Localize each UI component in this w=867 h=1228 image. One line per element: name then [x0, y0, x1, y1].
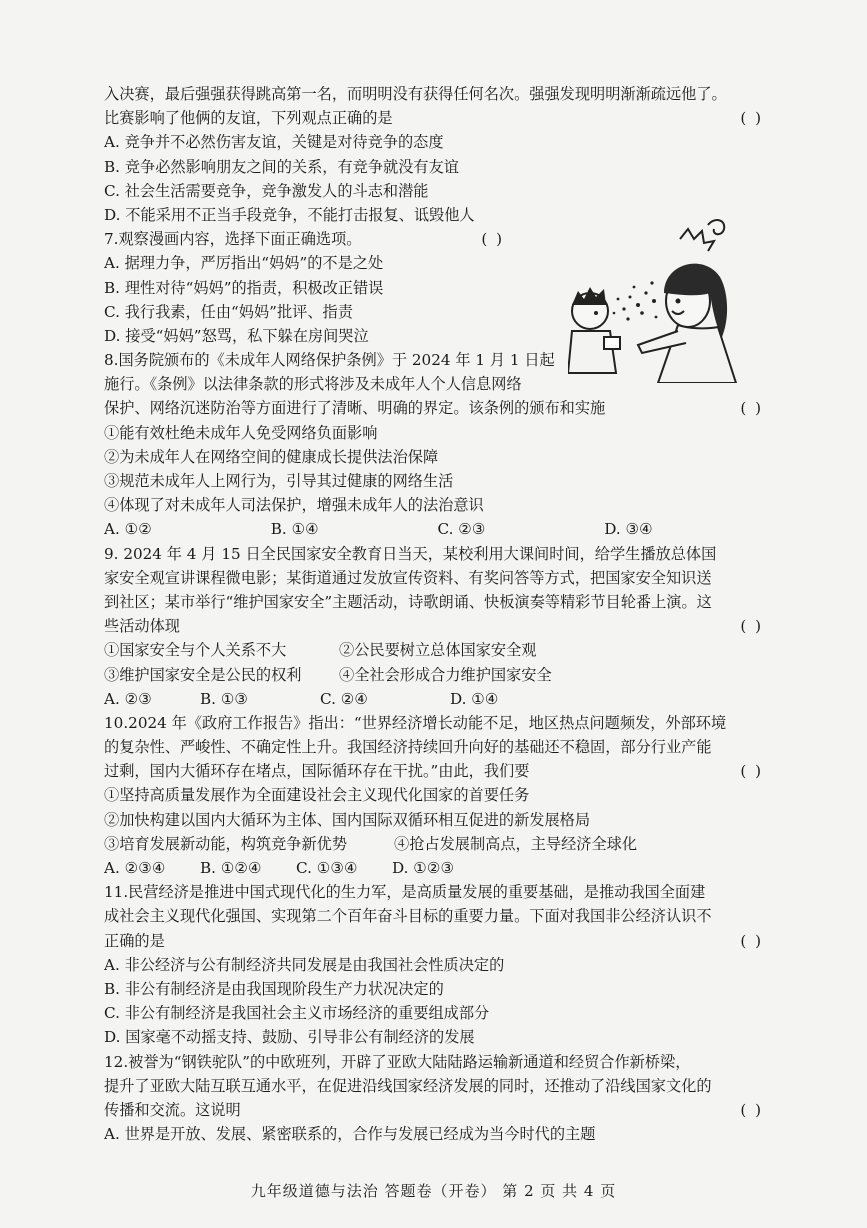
statements-row — [104, 638, 771, 662]
answer-bracket: ( ) — [481, 230, 504, 249]
answer-bracket: ( ) — [740, 1100, 763, 1119]
question-10-line: 10.2024 年《政府工作报告》指出：“世界经济增长动能不足，地区热点问题频发，外部环境 — [104, 713, 727, 732]
question-9-line: 到社区；某市举行“维护国家安全”主题活动，诗歌朗诵、快板演奏等精彩节目轮番上演。这 — [104, 592, 712, 611]
options-row — [104, 856, 771, 880]
option-b: B. ①②④ — [200, 859, 262, 877]
option-b: B. ①③ — [200, 689, 249, 708]
statement-4: ④抢占发展制高点，主导经济全球化 — [394, 834, 637, 853]
option-c: C. ①③④ — [296, 859, 358, 877]
options-row — [104, 687, 771, 711]
child-book-icon — [604, 337, 620, 349]
question-6-line: 入决赛，最后强强获得跳高第一名，而明明没有获得任何名次。强强发现明明渐渐疏远他了。 — [104, 85, 727, 103]
option-b: B. ①④ — [270, 520, 319, 539]
question-8-stem-end: 保护、网络沉迷防治等方面进行了清晰、明确的界定。该条例的颁布和实施 — [104, 399, 606, 418]
option-b: B. 非公有制经济是由我国现阶段生产力状况决定的 — [104, 979, 444, 998]
statement-3: ③规范未成年人上网行为，引导其过健康的网络生活 — [104, 472, 454, 490]
statement-1: ①坚持高质量发展作为全面建设社会主义现代化国家的首要任务 — [104, 786, 530, 805]
question-10-line — [104, 759, 771, 783]
mother-eye — [676, 299, 681, 304]
question-12-stem-end: 传播和交流。这说明 — [104, 1100, 241, 1119]
answer-bracket: ( ) — [740, 762, 763, 781]
statement-2: ②公民要树立总体国家安全观 — [339, 641, 537, 660]
cartoon-mother-scolding-child — [568, 213, 768, 383]
statement-1: ①能有效杜绝未成年人免受网络负面影响 — [104, 423, 378, 442]
child-eye — [594, 311, 598, 315]
option-d: D. ①④ — [450, 689, 499, 708]
question-6-stem-end: 比赛影响了他俩的友谊，下列观点正确的是 — [104, 109, 393, 128]
question-10-line: 的复杂性、严峻性、不确定性上升。我国经济持续回升向好的基础还不稳固，部分行业产能 — [104, 738, 712, 757]
question-9 — [104, 542, 771, 711]
question-6 — [104, 82, 771, 227]
answer-bracket: ( ) — [740, 109, 763, 128]
option-c: C. 社会生活需要竞争，竞争激发人的斗志和潜能 — [104, 181, 429, 200]
page-footer: 九年级道德与法治 答题卷（开卷） 第 2 页 共 4 页 — [250, 1182, 617, 1200]
question-11-line: 成社会主义现代化强国、实现第二个百年奋斗目标的重要力量。下面对我国非公经济认识不 — [104, 907, 712, 926]
question-9-stem-end: 些活动体现 — [104, 617, 180, 636]
option-b: B. 竞争必然影响朋友之间的关系，有竞争就没有友谊 — [104, 157, 459, 176]
option-a: A. 非公经济与公有制经济共同发展是由我国社会性质决定的 — [104, 955, 505, 974]
statement-2: ②加快构建以国内大循环为主体、国内国际双循环相互促进的新发展格局 — [104, 810, 590, 829]
option-d: D. 接受“妈妈”怒骂，私下躲在房间哭泣 — [104, 326, 369, 345]
question-6-line — [104, 106, 771, 130]
option-a: A. ①② — [104, 520, 152, 539]
statement-4: ④全社会形成合力维护国家安全 — [339, 665, 552, 684]
option-a: A. 据理力争，严厉指出“妈妈”的不是之处 — [104, 254, 384, 273]
question-11-line — [104, 929, 771, 953]
statement-4: ④体现了对未成年人司法保护，增强未成年人的法治意识 — [104, 496, 484, 515]
question-12-line: 12.被誉为“钢铁驼队”的中欧班列，开辟了亚欧大陆陆路运输新通道和经贸合作新桥梁， — [104, 1052, 691, 1071]
statement-3: ③维护国家安全是公民的权利 — [104, 665, 302, 684]
question-11 — [104, 880, 771, 1049]
question-7-stem-text: 7.观察漫画内容，选择下面正确选项。 — [104, 230, 362, 249]
statement-3: ③培育发展新动能，构筑竞争新优势 — [104, 834, 347, 853]
question-8-line — [104, 396, 771, 420]
option-b: B. 理性对待“妈妈”的指责，积极改正错误 — [104, 278, 384, 297]
question-9-line — [104, 614, 771, 638]
statements-row — [104, 663, 771, 687]
answer-bracket: ( ) — [740, 399, 763, 418]
option-d: D. 国家毫不动摇支持、鼓励、引导非公有制经济的发展 — [104, 1028, 475, 1047]
option-a: A. 竞争并不必然伤害友谊，关键是对待竞争的态度 — [104, 133, 444, 152]
question-9-line: 9. 2024 年 4 月 15 日全民国家安全教育日当天，某校利用大课间时间，给学生播放总体国 — [104, 544, 717, 563]
option-d: D. ①②③ — [392, 859, 455, 877]
statements-row — [104, 832, 771, 856]
option-c: C. ②④ — [320, 689, 368, 708]
question-11-line: 11.民营经济是推进中国式现代化的生力军，是高质量发展的重要基础，是推动我国全面建 — [104, 883, 706, 902]
option-c: C. ②③ — [437, 520, 486, 539]
answer-bracket: ( ) — [740, 931, 763, 950]
statement-1: ①国家安全与个人关系不大 — [104, 641, 287, 660]
question-9-line: 家安全观宣讲课程微电影；某街道通过发放宣传资料、有奖问答等方式，把国家安全知识送 — [104, 568, 712, 587]
option-d: D. ③④ — [604, 520, 653, 539]
question-8-line: 施行。《条例》以法律条款的形式将涉及未成年人个人信息网络 — [104, 375, 522, 394]
answer-bracket: ( ) — [740, 617, 763, 636]
question-8-line: 8.国务院颁布的《未成年人网络保护条例》于 2024 年 1 月 1 日起 — [104, 351, 555, 370]
option-c: C. 我行我素，任由“妈妈”批评、指责 — [104, 302, 353, 321]
question-10-stem-end: 过剩，国内大循环存在堵点，国际循环存在干扰。”由此，我们要 — [104, 762, 530, 781]
question-11-stem-end: 正确的是 — [104, 931, 165, 950]
question-12 — [104, 1050, 771, 1147]
question-7-stem — [104, 227, 564, 251]
anger-swirl-icon — [708, 220, 724, 234]
option-d: D. 不能采用不正当手段竞争，不能打击报复、诋毁他人 — [104, 205, 475, 224]
option-a: A. ②③ — [104, 689, 152, 708]
anger-mark-icon — [680, 229, 714, 251]
question-12-line — [104, 1098, 771, 1122]
shouting-spray — [613, 281, 658, 320]
option-c: C. 非公有制经济是我国社会主义市场经济的重要组成部分 — [104, 1004, 490, 1023]
options-row — [104, 517, 771, 541]
question-10 — [104, 711, 771, 880]
option-a: A. 世界是开放、发展、紧密联系的，合作与发展已经成为当今时代的主题 — [104, 1125, 596, 1144]
statement-2: ②为未成年人在网络空间的健康成长提供法治保障 — [104, 447, 439, 466]
child-hair — [572, 287, 606, 305]
option-a: A. ②③④ — [104, 859, 166, 877]
question-12-line: 提升了亚欧大陆互联互通水平，在促进沿线国家经济发展的同时，还推动了沿线国家文化的 — [104, 1076, 712, 1095]
